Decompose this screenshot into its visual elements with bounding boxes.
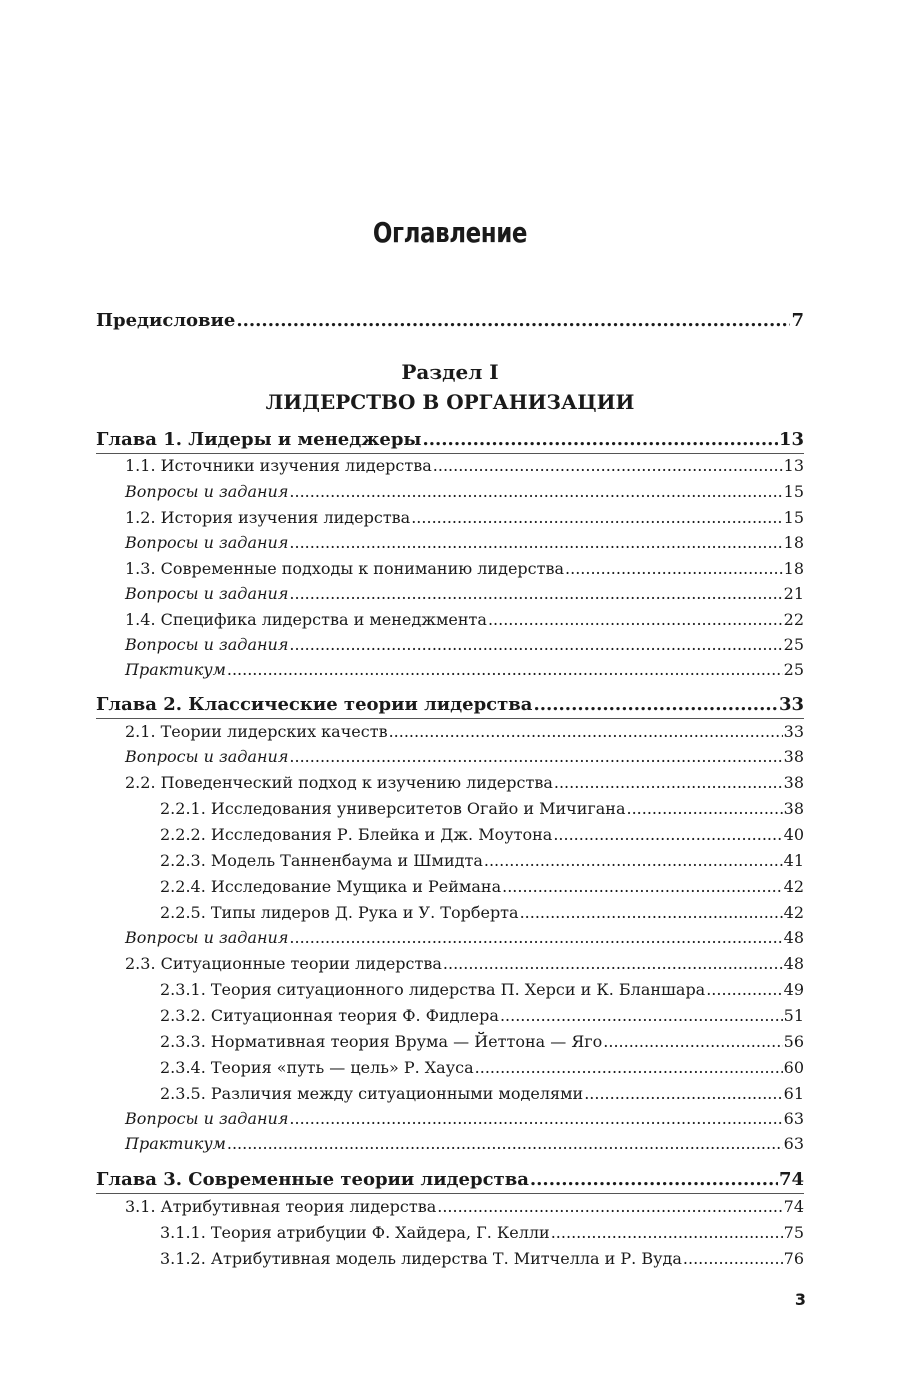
toc-entry-label: Предисловие (96, 310, 236, 331)
toc-entry-page: 42 (783, 903, 804, 922)
toc-entry-label: 2.1. Теории лидерских качеств (125, 722, 388, 741)
leader-dots (554, 773, 783, 792)
toc-entry-practicum[interactable] (125, 660, 804, 679)
leader-dots (520, 903, 783, 922)
toc-entry-page: 49 (783, 980, 804, 999)
chapter-divider (96, 718, 804, 719)
leader-dots (475, 1058, 783, 1077)
toc-entry-page: 63 (783, 1134, 804, 1153)
leader-dots (227, 1134, 783, 1153)
toc-entry-page: 75 (783, 1223, 804, 1242)
leader-dots (289, 533, 782, 552)
toc-entry-section[interactable] (125, 610, 804, 629)
toc-entry-page: 51 (783, 1006, 804, 1025)
toc-entry-page: 7 (791, 310, 804, 331)
chapter-divider (96, 453, 804, 454)
toc-entry-section[interactable] (125, 456, 804, 475)
toc-entry-page: 15 (783, 482, 804, 501)
toc-entry-subsection[interactable] (160, 1006, 804, 1025)
toc-entry-section[interactable] (125, 722, 804, 741)
page-number: 3 (794, 1290, 806, 1309)
toc-entry-page: 22 (783, 610, 804, 629)
leader-dots (533, 694, 777, 715)
toc-entry-label: 1.3. Современные подходы к пониманию лидерства (125, 559, 565, 578)
toc-entry-page: 13 (778, 429, 804, 450)
toc-entry-page: 56 (783, 1032, 804, 1051)
leader-dots (289, 928, 782, 947)
leader-dots (502, 877, 783, 896)
toc-entry-page: 74 (783, 1197, 804, 1216)
toc-entry-chapter[interactable] (96, 694, 804, 715)
toc-entry-page: 42 (783, 877, 804, 896)
toc-entry-page: 48 (783, 954, 804, 973)
toc-entry-questions[interactable] (125, 928, 804, 947)
toc-entry-label: Глава 2. Классические теории лидерства (96, 694, 533, 715)
toc-entry-subsection[interactable] (160, 1249, 804, 1268)
toc-entry-page: 38 (783, 747, 804, 766)
toc-entry-page: 60 (783, 1058, 804, 1077)
leader-dots (683, 1249, 783, 1268)
toc-entry-section[interactable] (125, 559, 804, 578)
leader-dots (553, 825, 782, 844)
leader-dots (289, 635, 782, 654)
toc-entry-label: 2.3.5. Различия между ситуационными моделями (160, 1084, 584, 1103)
toc-entry-section[interactable] (125, 1197, 804, 1216)
leader-dots (484, 851, 783, 870)
toc-entry-subsection[interactable] (160, 799, 804, 818)
toc-entry-label: 1.4. Специфика лидерства и менеджмента (125, 610, 487, 629)
toc-entry-label: Глава 1. Лидеры и менеджеры (96, 429, 422, 450)
toc-entry-label: Практикум (125, 1134, 226, 1153)
toc-entry-label: 2.2.5. Типы лидеров Д. Рука и У. Торберта (160, 903, 519, 922)
toc-entry-subsection[interactable] (160, 1058, 804, 1077)
toc-entry-subsection[interactable] (160, 1084, 804, 1103)
toc-entry-label: Глава 3. Современные теории лидерства (96, 1169, 529, 1190)
leader-dots (289, 747, 782, 766)
toc-entry-page: 18 (783, 559, 804, 578)
section-name: ЛИДЕРСТВО В ОРГАНИЗАЦИИ (265, 390, 635, 414)
leader-dots (500, 1006, 783, 1025)
toc-entry-page: 74 (778, 1169, 804, 1190)
leader-dots (530, 1169, 778, 1190)
toc-entry-questions[interactable] (125, 747, 804, 766)
toc-entry-label: Вопросы и задания (125, 584, 289, 603)
toc-entry-subsection[interactable] (160, 877, 804, 896)
toc-entry-label: Вопросы и задания (125, 482, 289, 501)
toc-entry-label: Вопросы и задания (125, 635, 289, 654)
toc-entry-label: 1.1. Источники изучения лидерства (125, 456, 432, 475)
leader-dots (289, 482, 782, 501)
toc-entry-label: 3.1.1. Теория атрибуции Ф. Хайдера, Г. Келли (160, 1223, 550, 1242)
toc-entry-label: 2.3.3. Нормативная теория Врума — Йеттона — Яго (160, 1032, 603, 1051)
leader-dots (603, 1032, 782, 1051)
toc-entry-questions[interactable] (125, 482, 804, 501)
leader-dots (551, 1223, 783, 1242)
section-number: Раздел I (401, 360, 499, 384)
toc-entry-page: 61 (783, 1084, 804, 1103)
toc-entry-subsection[interactable] (160, 825, 804, 844)
leader-dots (422, 429, 777, 450)
chapter-divider (96, 1193, 804, 1194)
leader-dots (565, 559, 783, 578)
toc-entry-label: 2.3. Ситуационные теории лидерства (125, 954, 442, 973)
toc-entry-questions[interactable] (125, 584, 804, 603)
toc-entry-page: 25 (783, 660, 804, 679)
leader-dots (706, 980, 782, 999)
toc-entry-page: 13 (783, 456, 804, 475)
leader-dots (411, 508, 782, 527)
toc-entry-page: 33 (783, 722, 804, 741)
toc-entry-questions[interactable] (125, 635, 804, 654)
toc-entry-subsection[interactable] (160, 851, 804, 870)
leader-dots (289, 1109, 782, 1128)
toc-entry-questions[interactable] (125, 1109, 804, 1128)
leader-dots (437, 1197, 782, 1216)
toc-entry-label: 2.2.2. Исследования Р. Блейка и Дж. Моутона (160, 825, 553, 844)
toc-entry-label: 3.1.2. Атрибутивная модель лидерства Т. Митчелла и Р. Вуда (160, 1249, 682, 1268)
toc-entry-label: 2.2.4. Исследование Мущика и Реймана (160, 877, 502, 896)
leader-dots (236, 310, 790, 331)
toc-entry-section[interactable] (125, 954, 804, 973)
toc-entry-label: Вопросы и задания (125, 1109, 289, 1128)
toc-entry-practicum[interactable] (125, 1134, 804, 1153)
toc-entry-label: Вопросы и задания (125, 928, 289, 947)
toc-entry-page: 21 (783, 584, 804, 603)
toc-entry-label: 2.3.4. Теория «путь — цель» Р. Хауса (160, 1058, 474, 1077)
toc-entry-page: 38 (783, 773, 804, 792)
leader-dots (227, 660, 783, 679)
toc-entry-subsection[interactable] (160, 903, 804, 922)
toc-entry-label: 2.2.1. Исследования университетов Огайо и Мичигана (160, 799, 626, 818)
toc-entry-page: 41 (783, 851, 804, 870)
toc-entry-subsection[interactable] (160, 1032, 804, 1051)
leader-dots (488, 610, 783, 629)
leader-dots (433, 456, 783, 475)
toc-entry-preface[interactable] (96, 310, 804, 331)
toc-entry-label: Вопросы и задания (125, 747, 289, 766)
toc-entry-questions[interactable] (125, 533, 804, 552)
toc-entry-label: Практикум (125, 660, 226, 679)
toc-entry-chapter[interactable] (96, 1169, 804, 1190)
toc-entry-page: 48 (783, 928, 804, 947)
toc-entry-page: 38 (783, 799, 804, 818)
leader-dots (627, 799, 783, 818)
toc-entry-section[interactable] (125, 508, 804, 527)
toc-entry-page: 40 (783, 825, 804, 844)
toc-entry-page: 15 (783, 508, 804, 527)
toc-entry-label: 2.2. Поведенческий подход к изучению лидерства (125, 773, 553, 792)
toc-entry-label: Вопросы и задания (125, 533, 289, 552)
toc-entry-label: 3.1. Атрибутивная теория лидерства (125, 1197, 437, 1216)
leader-dots (289, 584, 782, 603)
toc-entry-page: 25 (783, 635, 804, 654)
toc-entry-page: 33 (778, 694, 804, 715)
toc-entry-page: 18 (783, 533, 804, 552)
page-title: Оглавление (372, 216, 528, 249)
toc-entry-label: 1.2. История изучения лидерства (125, 508, 411, 527)
leader-dots (443, 954, 783, 973)
toc-entry-label: 2.3.1. Теория ситуационного лидерства П. Херси и К. Бланшара (160, 980, 706, 999)
toc-entry-label: 2.2.3. Модель Танненбаума и Шмидта (160, 851, 483, 870)
toc-entry-subsection[interactable] (160, 980, 804, 999)
toc-entry-page: 63 (783, 1109, 804, 1128)
toc-entry-subsection[interactable] (160, 1223, 804, 1242)
toc-entry-label: 2.3.2. Ситуационная теория Ф. Фидлера (160, 1006, 499, 1025)
leader-dots (389, 722, 783, 741)
toc-entry-chapter[interactable] (96, 429, 804, 450)
toc-entry-page: 76 (783, 1249, 804, 1268)
leader-dots (584, 1084, 782, 1103)
toc-entry-section[interactable] (125, 773, 804, 792)
